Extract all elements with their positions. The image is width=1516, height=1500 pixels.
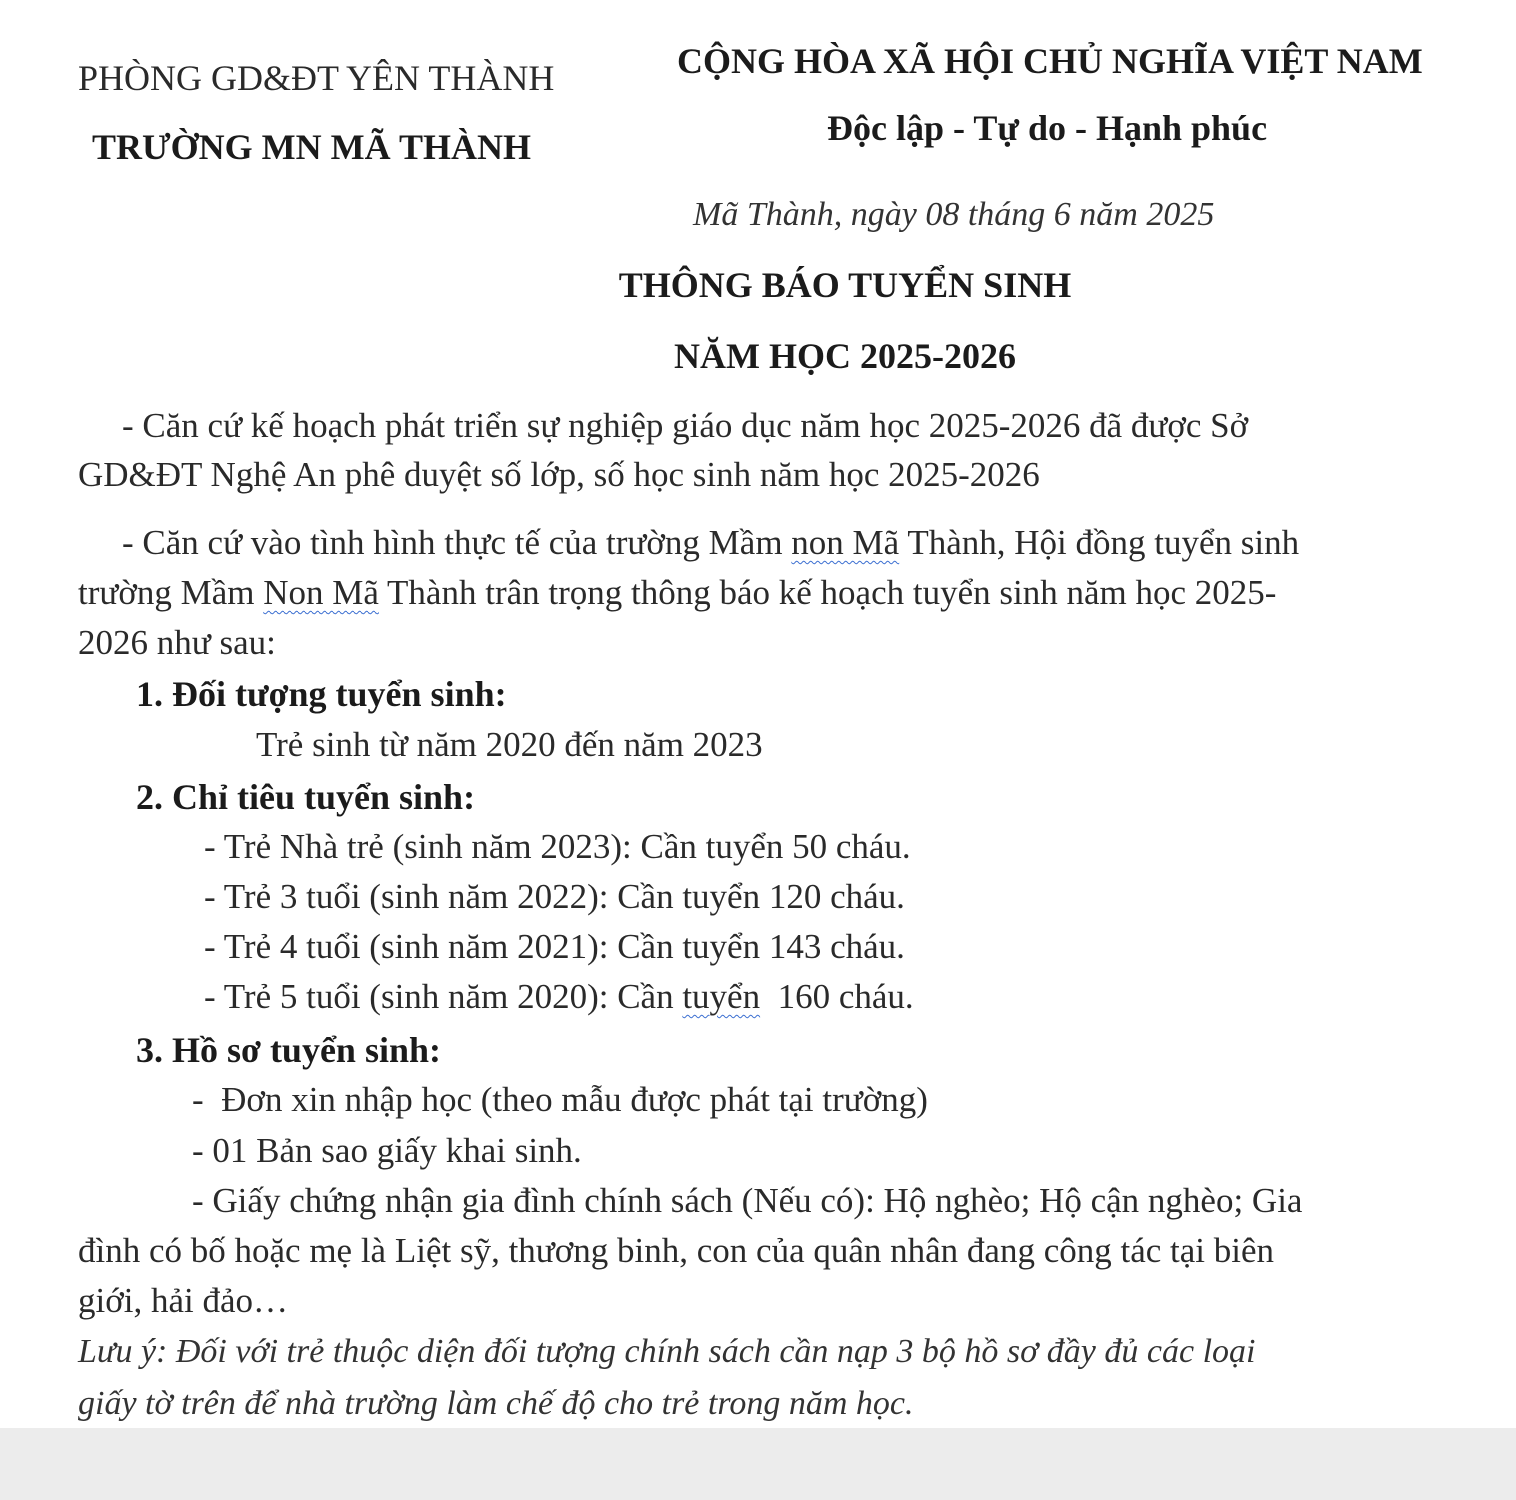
section-3-heading: 3. Hồ sơ tuyển sinh: <box>136 1030 441 1070</box>
date-line: Mã Thành, ngày 08 tháng 6 năm 2025 <box>693 196 1215 233</box>
document-item-birth-certificate: - 01 Bản sao giấy khai sinh. <box>192 1131 582 1170</box>
intro-text: trường Mầm <box>78 573 264 612</box>
intro-text: - Căn cứ vào tình hình thực tế của trường Mầm <box>122 523 792 562</box>
document-item-policy-certificate-line-1: - Giấy chứng nhận gia đình chính sách (Nếu có): Hộ nghèo; Hộ cận nghèo; Gia <box>192 1181 1303 1220</box>
section-1-heading: 1. Đối tượng tuyển sinh: <box>136 674 507 714</box>
quota-item-age-4: - Trẻ 4 tuổi (sinh năm 2021): Cần tuyển 143 cháu. <box>204 927 905 966</box>
school-name: TRƯỜNG MN MÃ THÀNH <box>92 127 531 167</box>
department-name: PHÒNG GD&ĐT YÊN THÀNH <box>78 58 555 98</box>
intro-paragraph-2-line-1 <box>122 523 1299 563</box>
document-title: THÔNG BÁO TUYỂN SINH <box>618 265 1072 305</box>
document-item-application-form: - Đơn xin nhập học (theo mẫu được phát tại trường) <box>192 1080 928 1119</box>
country-name: CỘNG HÒA XÃ HỘI CHỦ NGHĨA VIỆT NAM <box>677 41 1423 81</box>
quota-item-nursery: - Trẻ Nhà trẻ (sinh năm 2023): Cần tuyển 50 cháu. <box>204 827 911 866</box>
spellcheck-underlined-text: Non Mã <box>263 573 379 612</box>
intro-paragraph-1-line-2: GD&ĐT Nghệ An phê duyệt số lớp, số học sinh năm học 2025-2026 <box>78 455 1040 494</box>
section-2-heading: 2. Chỉ tiêu tuyển sinh: <box>136 777 476 817</box>
document-item-policy-certificate-line-2: đình có bố hoặc mẹ là Liệt sỹ, thương binh, con của quân nhân đang công tác tại biên <box>78 1231 1275 1270</box>
intro-paragraph-2-line-2 <box>78 573 1276 613</box>
spellcheck-underlined-text: tuyển <box>682 977 761 1016</box>
bottom-gray-area <box>0 1428 1516 1500</box>
intro-text: Thành, Hội đồng tuyển sinh <box>899 523 1300 562</box>
school-year-title: NĂM HỌC 2025-2026 <box>674 336 1016 376</box>
quota-item-age-5 <box>204 977 914 1017</box>
intro-text: Thành trân trọng thông báo kế hoạch tuyển sinh năm học 2025- <box>378 573 1277 612</box>
note-line-1: Lưu ý: Đối với trẻ thuộc diện đối tượng chính sách cần nạp 3 bộ hồ sơ đầy đủ các loại <box>78 1333 1256 1370</box>
spellcheck-underlined-text: non Mã <box>791 523 900 562</box>
intro-paragraph-1-line-1: - Căn cứ kế hoạch phát triển sự nghiệp giáo dục năm học 2025-2026 đã được Sở <box>122 406 1249 445</box>
note-line-2: giấy tờ trên để nhà trường làm chế độ cho trẻ trong năm học. <box>78 1385 914 1422</box>
section-1-text: Trẻ sinh từ năm 2020 đến năm 2023 <box>256 725 763 764</box>
quota-text: 160 cháu. <box>760 977 914 1016</box>
quota-text: - Trẻ 5 tuổi (sinh năm 2020): Cần <box>204 977 683 1016</box>
intro-paragraph-2-line-3: 2026 như sau: <box>78 623 276 662</box>
quota-item-age-3: - Trẻ 3 tuổi (sinh năm 2022): Cần tuyển 120 cháu. <box>204 877 905 916</box>
national-motto: Độc lập - Tự do - Hạnh phúc <box>827 108 1268 148</box>
document-item-policy-certificate-line-3: giới, hải đảo… <box>78 1281 288 1320</box>
